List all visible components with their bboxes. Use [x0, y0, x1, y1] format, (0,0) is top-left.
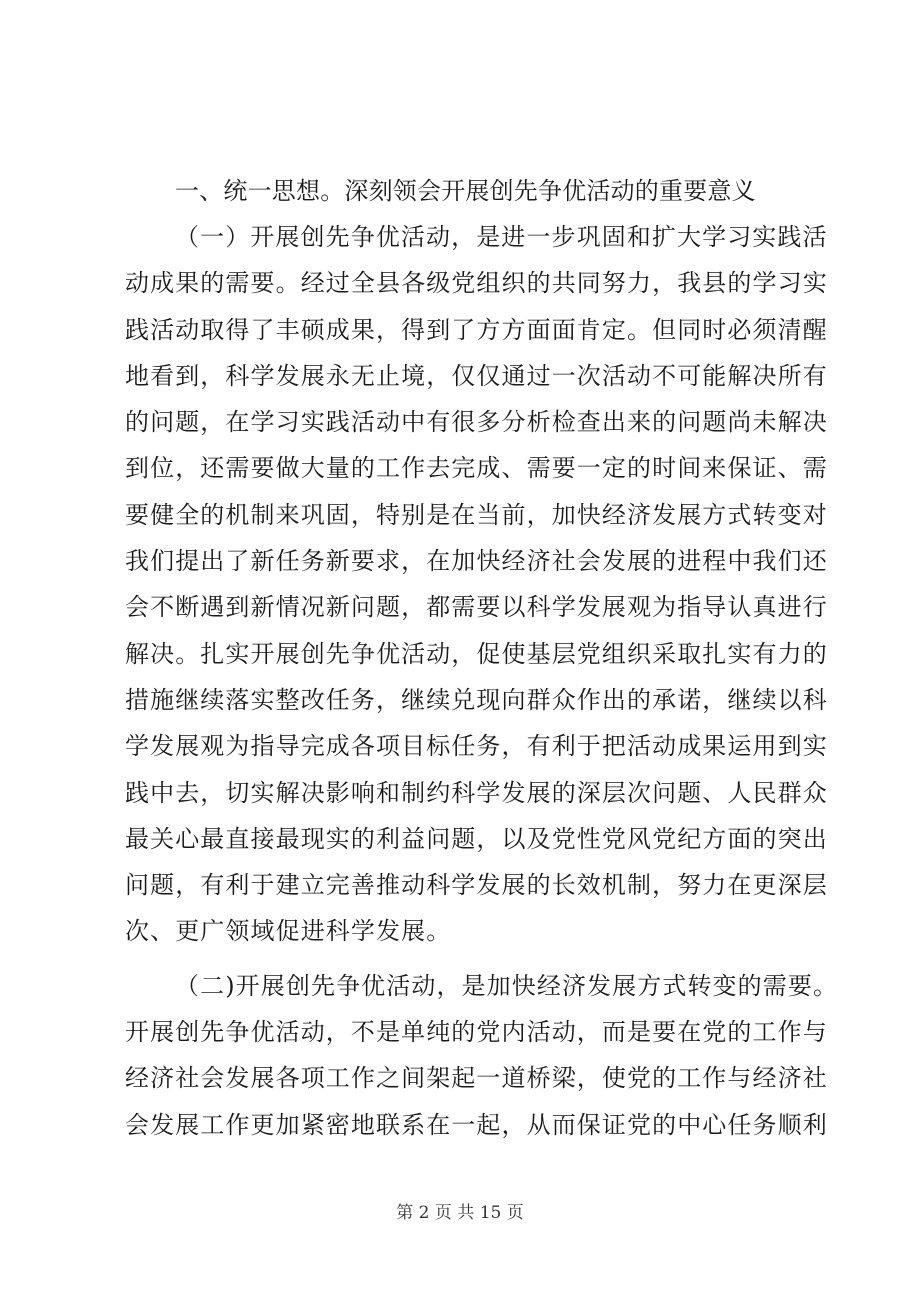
text-line: 最关心最直接最现实的利益问题，以及党性党风党纪方面的突出: [125, 824, 828, 853]
text-line: 措施继续落实整改任务，继续兑现向群众作出的承诺，继续以科: [125, 685, 828, 714]
text-line: 要健全的机制来巩固，特别是在当前，加快经济发展方式转变对: [125, 500, 828, 529]
text-line: 到位，还需要做大量的工作去完成、需要一定的时间来保证、需: [125, 454, 828, 483]
paragraph-1: [125, 214, 828, 955]
text-line: 经济社会发展各项工作之间架起一道桥梁，使党的工作与经济社: [125, 1064, 828, 1093]
text-line: 问题，有利于建立完善推动科学发展的长效机制，努力在更深层: [125, 871, 828, 900]
paragraph-2: [125, 963, 839, 1148]
text-line: 地看到，科学发展永无止境，仅仅通过一次活动不可能解决所有: [125, 361, 828, 390]
text-line: 开展创先争优活动，不是单纯的党内活动，而是要在党的工作与: [125, 1018, 828, 1047]
paragraph-gap: [125, 955, 825, 963]
text-line: 我们提出了新任务新要求，在加快经济社会发展的进程中我们还: [125, 547, 828, 576]
text-line: 动成果的需要。经过全县各级党组织的共同努力，我县的学习实: [125, 269, 828, 298]
text-line: 的问题，在学习实践活动中有很多分析检查出来的问题尚未解决: [125, 408, 828, 437]
document-body: [125, 168, 839, 1148]
text-line: 会不断遇到新情况新问题，都需要以科学发展观为指导认真进行: [125, 593, 828, 622]
text-line: 次、更广领域促进科学发展。: [125, 917, 452, 946]
text-line: 解决。扎实开展创先争优活动，促使基层党组织采取扎实有力的: [125, 639, 828, 668]
text-line: （一）开展创先争优活动，是进一步巩固和扩大学习实践活: [175, 223, 828, 251]
text-line: （二)开展创先争优活动，是加快经济发展方式转变的需要。: [175, 971, 839, 1000]
section-heading: 一、统一思想。深刻领会开展创先争优活动的重要意义: [175, 177, 756, 205]
text-line: 学发展观为指导完成各项目标任务，有利于把活动成果运用到实: [125, 732, 828, 761]
page-number-footer: 第 2 页 共 15 页: [396, 1203, 524, 1223]
text-line: 践中去，切实解决影响和制约科学发展的深层次问题、人民群众: [125, 778, 828, 807]
text-line: 践活动取得了丰硕成果，得到了方方面面肯定。但同时必须清醒: [125, 315, 828, 344]
text-line: 会发展工作更加紧密地联系在一起，从而保证党的中心任务顺利: [125, 1110, 828, 1139]
